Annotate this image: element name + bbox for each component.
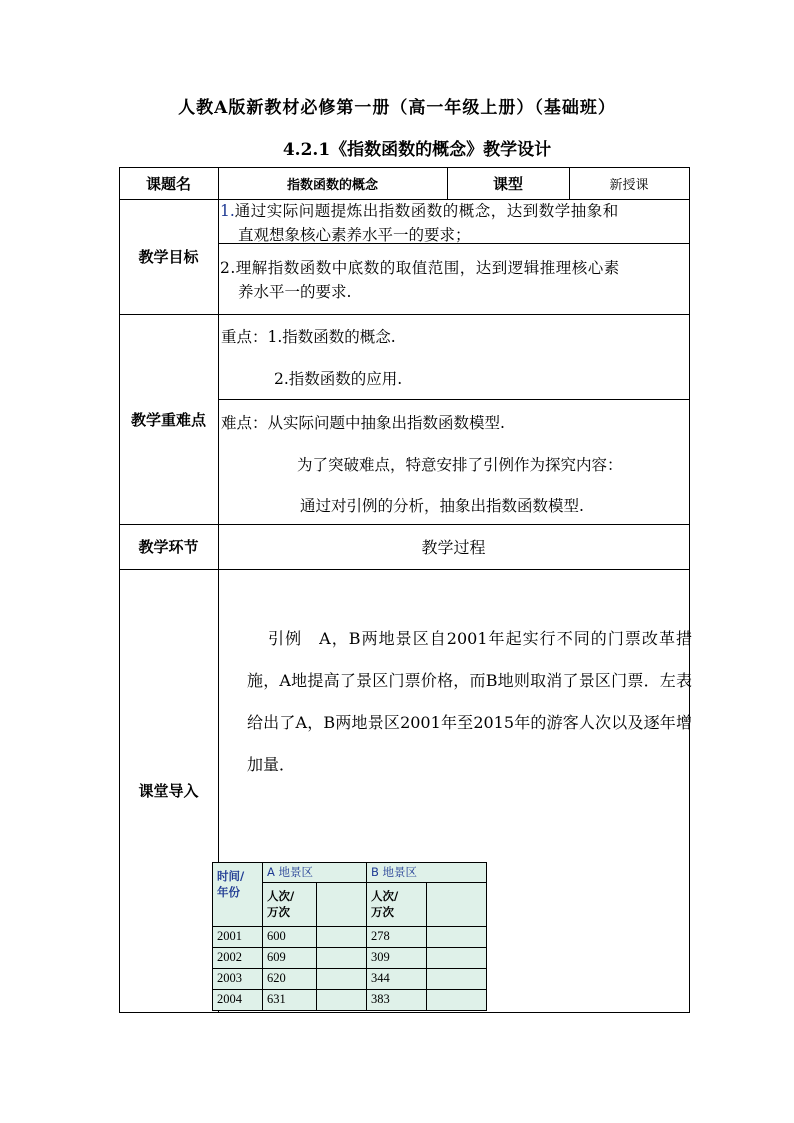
row-b-value: 278 [371,929,390,943]
row-year: 2003 [217,971,242,985]
label-class-intro: 课堂导入 [138,782,199,800]
row-year: 2002 [217,950,242,964]
course-type: 新授课 [609,177,649,193]
header-b-visits: 人次/ 万次 [371,889,399,919]
row-a-value: 631 [267,992,286,1006]
objective-2: 2.理解指数函数中底数的取值范围，达到逻辑推理核心素 养水平一的要求. [220,259,620,301]
row-b-value: 309 [371,950,390,964]
intro-example-text: 引例 A，B两地景区自2001年起实行不同的门票改革措施，A地提高了景区门票价格，而B地则取消了景区门票．左表给出了A，B两地景区2001年至2015年的游客人次以及逐年增加量． [247,629,692,774]
course-topic: 指数函数的概念 [286,177,378,193]
row-a-value: 620 [267,971,286,985]
label-objectives: 教学目标 [138,248,199,266]
document-subtitle: 4.2.1《指数函数的概念》教学设计 [282,140,552,160]
difficulty-note-1: 为了突破难点，特意安排了引例作为探究内容： [297,456,623,474]
row-b-value: 344 [371,971,390,985]
objective-1: 1.通过实际问题提炼出指数函数的概念，达到数学抽象和 直观想象核心素养水平一的要求； [220,202,619,244]
header-a-visits: 人次/ 万次 [267,889,295,919]
header-site-b: B 地景区 [371,865,418,879]
label-teaching-stage: 教学环节 [138,538,199,556]
difficulty-note-2: 通过对引例的分析，抽象出指数函数模型. [300,497,584,515]
teaching-process-header: 教学过程 [421,538,486,557]
header-time-year: 时间/ 年份 [217,869,245,899]
difficulty: 难点：从实际问题中抽象出指数函数模型. [221,414,505,432]
row-a-value: 609 [267,950,286,964]
header-site-a: A 地景区 [267,865,314,879]
row-year: 2004 [217,992,242,1006]
row-year: 2001 [217,929,242,943]
row-b-value: 383 [371,992,390,1006]
label-course-type: 课型 [492,174,523,193]
label-course-name: 课题名 [145,174,191,193]
focus-2: 2.指数函数的应用. [274,370,403,388]
focus-1: 重点：1.指数函数的概念. [221,328,396,346]
label-key-points: 教学重难点 [130,410,206,429]
row-a-value: 600 [267,929,286,943]
visitor-data-table [212,862,487,1011]
document-title: 人教A版新教材必修第一册（高一年级上册）（基础班） [178,98,616,118]
